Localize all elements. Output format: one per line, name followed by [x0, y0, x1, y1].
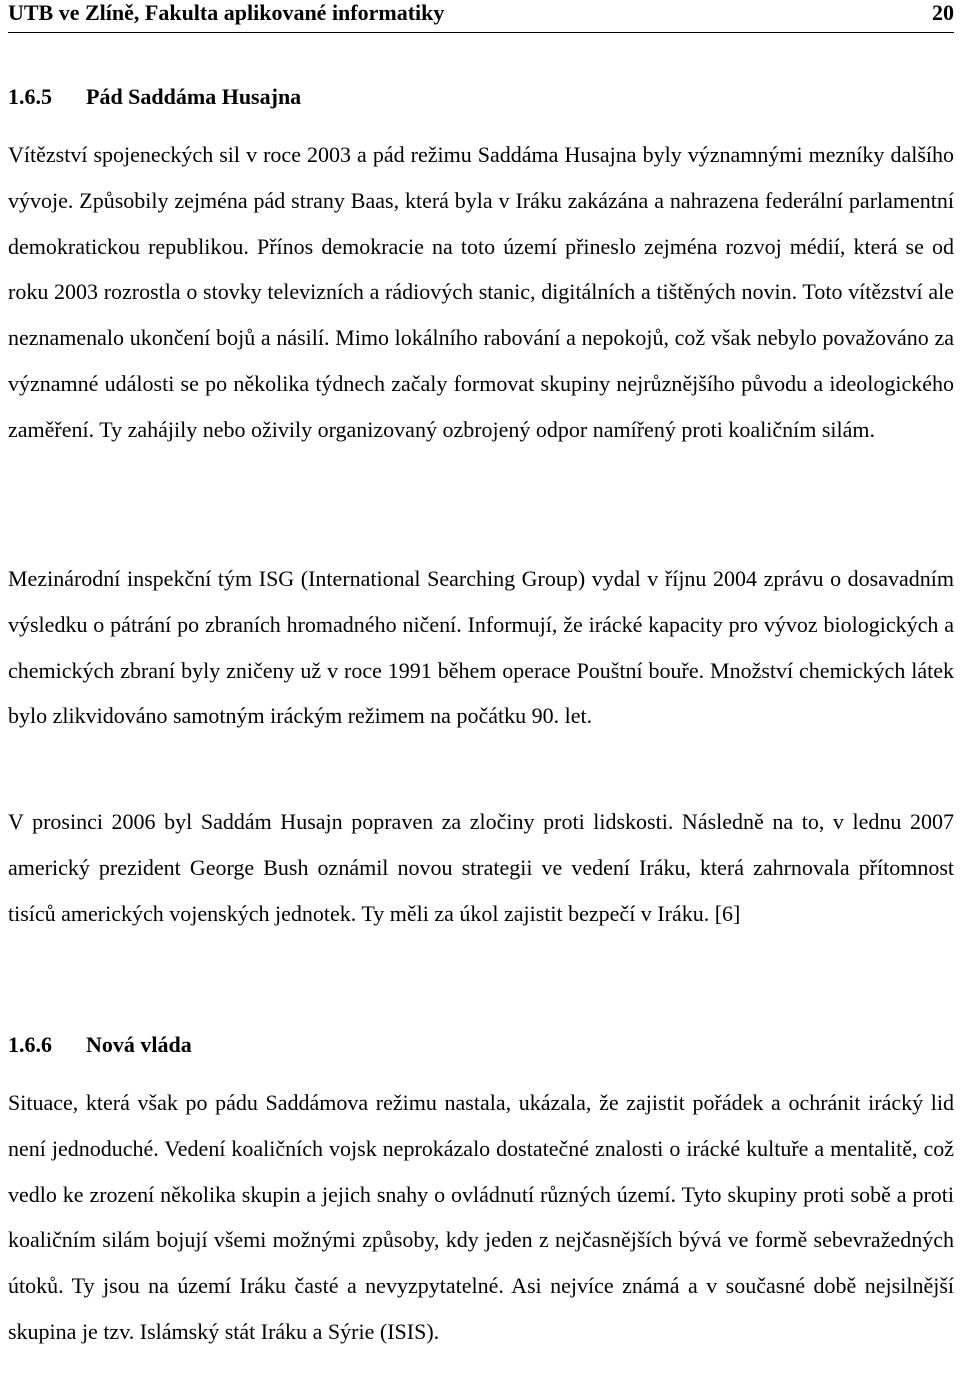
page-number: 20	[932, 0, 954, 25]
section-heading-1-6-5	[8, 84, 301, 110]
document-page	[8, 0, 954, 1344]
paragraph: Vítězství spojeneckých sil v roce 2003 a pád režimu Saddáma Husajna byly významnými mezníky dalšího vývoje. Způsobily zejména pád strany Baas, která byla v Iráku zakázána a nahrazena federální parlamentní demokratickou republikou. Přínos demokracie na toto území přineslo zejména rozvoj médií, která se od roku 2003 rozrostla o stovky televizních a rádiových stanic, digitálních a tištěných novin. Toto vítězství ale neznamenalo ukončení bojů a násilí. Mimo lokálního rabování a nepokojů, což však nebylo považováno za významné události se po několika týdnech začaly formovat skupiny nejrůznějšího původu a ideologického zaměření. Ty zahájily nebo oživily organizovaný ozbrojený odpor namířený proti koaličním silám.	[8, 142, 954, 442]
section-number: 1.6.5	[8, 84, 52, 109]
section-heading-1-6-6	[8, 1032, 192, 1058]
page-header	[8, 0, 954, 30]
paragraph: V prosinci 2006 byl Saddám Husajn popraven za zločiny proti lidskosti. Následně na to, v lednu 2007 americký prezident George Bush oznámil novou strategii ve vedení Iráku, která zahrnovala přítomnost tisíců amerických vojenských jednotek. Ty měli za úkol zajistit bezpečí v Iráku. [6]	[8, 809, 954, 926]
section-number: 1.6.6	[8, 1032, 52, 1057]
section-title: Pád Saddáma Husajna	[86, 84, 302, 109]
paragraph: Mezinárodní inspekční tým ISG (International Searching Group) vydal v říjnu 2004 zprávu o dosavadním výsledku o pátrání po zbraních hromadného ničení. Informují, že irácké kapacity pro vývoz biologických a chemických zbraní byly zničeny už v roce 1991 během operace Pouštní bouře. Množství chemických látek bylo zlikvidováno samotným iráckým režimem na počátku 90. let.	[8, 566, 954, 729]
paragraph: Situace, která však po pádu Saddámova režimu nastala, ukázala, že zajistit pořádek a ochránit irácký lid není jednoduché. Vedení koaličních vojsk neprokázalo dostatečné znalosti o irácké kultuře a mentalitě, což vedlo ke zrození několika skupin a jejich snahy o ovládnutí různých území. Tyto skupiny proti sobě a proti koaličním silám bojují všemi možnými způsoby, kdy jeden z nejčasnějších bývá ve formě sebevražedných útoků. Ty jsou na území Iráku časté a nevyzpytatelné. Asi nejvíce známá a v současné době nejsilnější skupina je tzv. Islámský stát Iráku a Sýrie (ISIS).	[8, 1090, 954, 1344]
section-title: Nová vláda	[86, 1032, 192, 1057]
header-divider	[8, 32, 954, 33]
header-title: UTB ve Zlíně, Fakulta aplikované informatiky	[8, 0, 445, 25]
